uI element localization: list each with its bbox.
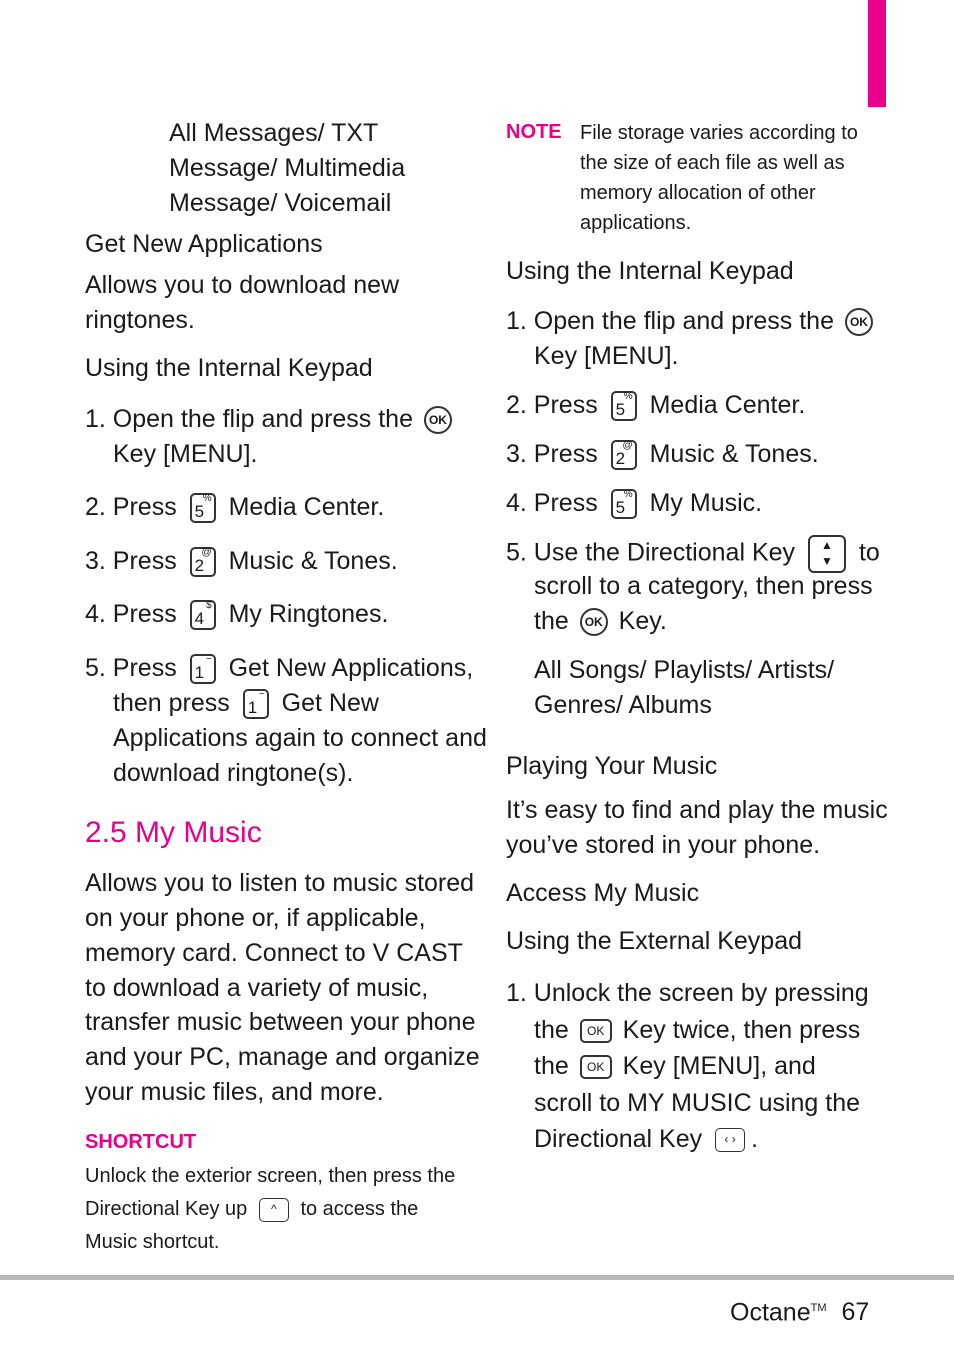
ext-step-1-line-1: 1. Unlock the screen by pressing — [506, 979, 869, 1007]
ext-step-1-line-3: the OK Key [MENU], and — [534, 1052, 816, 1080]
heading-playing-your-music: Playing Your Music — [506, 752, 718, 780]
step-5-line-3: the OK Key. — [534, 607, 667, 635]
trademark: TM — [810, 1302, 827, 1314]
note-label: NOTE — [506, 121, 562, 143]
categories-line-2: Genres/ Albums — [534, 691, 712, 719]
section-tab-marker — [868, 0, 886, 107]
heading-get-new-applications: Get New Applications — [85, 230, 323, 258]
heading-access-my-music: Access My Music — [506, 879, 700, 907]
categories-line-1: All Songs/ Playlists/ Artists/ — [534, 656, 835, 684]
paragraph-line: Allows you to download new — [85, 271, 400, 299]
left-right-key-icon: ‹ › — [715, 1128, 745, 1152]
ok-key-icon: OK — [580, 1055, 612, 1079]
ext-step-1-line-2: the OK Key twice, then press — [534, 1016, 861, 1044]
step-5-line-4: download ringtone(s). — [113, 759, 354, 787]
paragraph-line: you’ve stored in your phone. — [506, 831, 821, 859]
message-types-line-3: Message/ Voicemail — [169, 189, 392, 217]
paragraph-line: ringtones. — [85, 306, 195, 334]
body-line: memory card. Connect to V CAST — [85, 939, 463, 967]
step-1-line-1: 1. Open the flip and press the OK — [506, 304, 877, 339]
ok-key-icon: OK — [845, 308, 873, 336]
key-1-icon: ~ 1 — [243, 689, 269, 719]
ok-key-icon: OK — [580, 1019, 612, 1043]
section-title: 2.5 My Music — [85, 816, 262, 849]
step-4: 4. Press $ 4 My Ringtones. — [85, 600, 389, 629]
step-5-line-3: Applications again to connect and — [113, 724, 487, 752]
step-1-line-2: Key [MENU]. — [534, 342, 679, 370]
body-line: transfer music between your phone — [85, 1008, 476, 1036]
ok-key-icon: OK — [424, 406, 452, 434]
key-5-icon: % 5 — [611, 489, 637, 519]
message-types-line-2: Message/ Multimedia — [169, 154, 406, 182]
ok-key-icon: OK — [580, 608, 608, 636]
heading-internal-keypad: Using the Internal Keypad — [506, 257, 794, 285]
body-line: to download a variety of music, — [85, 974, 429, 1002]
body-line: on your phone or, if applicable, — [85, 904, 426, 932]
shortcut-line: Music shortcut. — [85, 1231, 220, 1253]
shortcut-line: Unlock the exterior screen, then press the — [85, 1165, 456, 1187]
product-name: Octane — [730, 1298, 811, 1327]
footer-rule — [0, 1275, 954, 1280]
paragraph-line: It’s easy to find and play the music — [506, 796, 888, 824]
step-5-line-1: 5. Use the Directional Key ▲ ▼ to — [506, 535, 880, 573]
step-3: 3. Press @ 2 Music & Tones. — [85, 547, 398, 576]
step-4: 4. Press % 5 My Music. — [506, 489, 763, 518]
footer — [730, 1290, 869, 1330]
step-5-line-2: then press ~ 1 Get New — [113, 689, 379, 718]
step-1-line-2: Key [MENU]. — [113, 440, 258, 468]
step-3: 3. Press @ 2 Music & Tones. — [506, 440, 819, 469]
step-5-line-1: 5. Press ~ 1 Get New Applications, — [85, 654, 474, 683]
key-5-icon: % 5 — [190, 493, 216, 523]
body-line: and your PC, manage and organize — [85, 1043, 480, 1071]
key-2-icon: @ 2 — [190, 547, 216, 577]
body-line: Allows you to listen to music stored — [85, 869, 475, 897]
up-key-icon: ^ — [259, 1198, 289, 1222]
ext-step-1-line-4: scroll to MY MUSIC using the — [534, 1089, 861, 1117]
message-types-line-1: All Messages/ TXT — [169, 119, 379, 147]
key-2-icon: @ 2 — [611, 440, 637, 470]
shortcut-line: Directional Key up ^ to access the — [85, 1198, 419, 1220]
ext-step-1-line-5: Directional Key ‹ › . — [534, 1125, 759, 1153]
page-number: 67 — [841, 1298, 870, 1327]
key-1-icon: ~ 1 — [190, 654, 216, 684]
step-5-line-2: scroll to a category, then press — [534, 572, 873, 600]
heading-internal-keypad: Using the Internal Keypad — [85, 354, 373, 382]
step-2: 2. Press % 5 Media Center. — [506, 391, 806, 420]
updown-key-icon: ▲ ▼ — [808, 535, 846, 573]
note-line: the size of each file as well as — [580, 152, 845, 174]
note-line: applications. — [580, 212, 692, 234]
step-1-line-1: 1. Open the flip and press the OK — [85, 402, 456, 437]
note-line: File storage varies according to — [580, 122, 858, 144]
key-5-icon: % 5 — [611, 391, 637, 421]
note-line: memory allocation of other — [580, 182, 816, 204]
body-line: your music files, and more. — [85, 1078, 384, 1106]
shortcut-label: SHORTCUT — [85, 1131, 197, 1153]
step-2: 2. Press % 5 Media Center. — [85, 493, 385, 522]
heading-external-keypad: Using the External Keypad — [506, 927, 803, 955]
key-4-icon: $ 4 — [190, 600, 216, 630]
